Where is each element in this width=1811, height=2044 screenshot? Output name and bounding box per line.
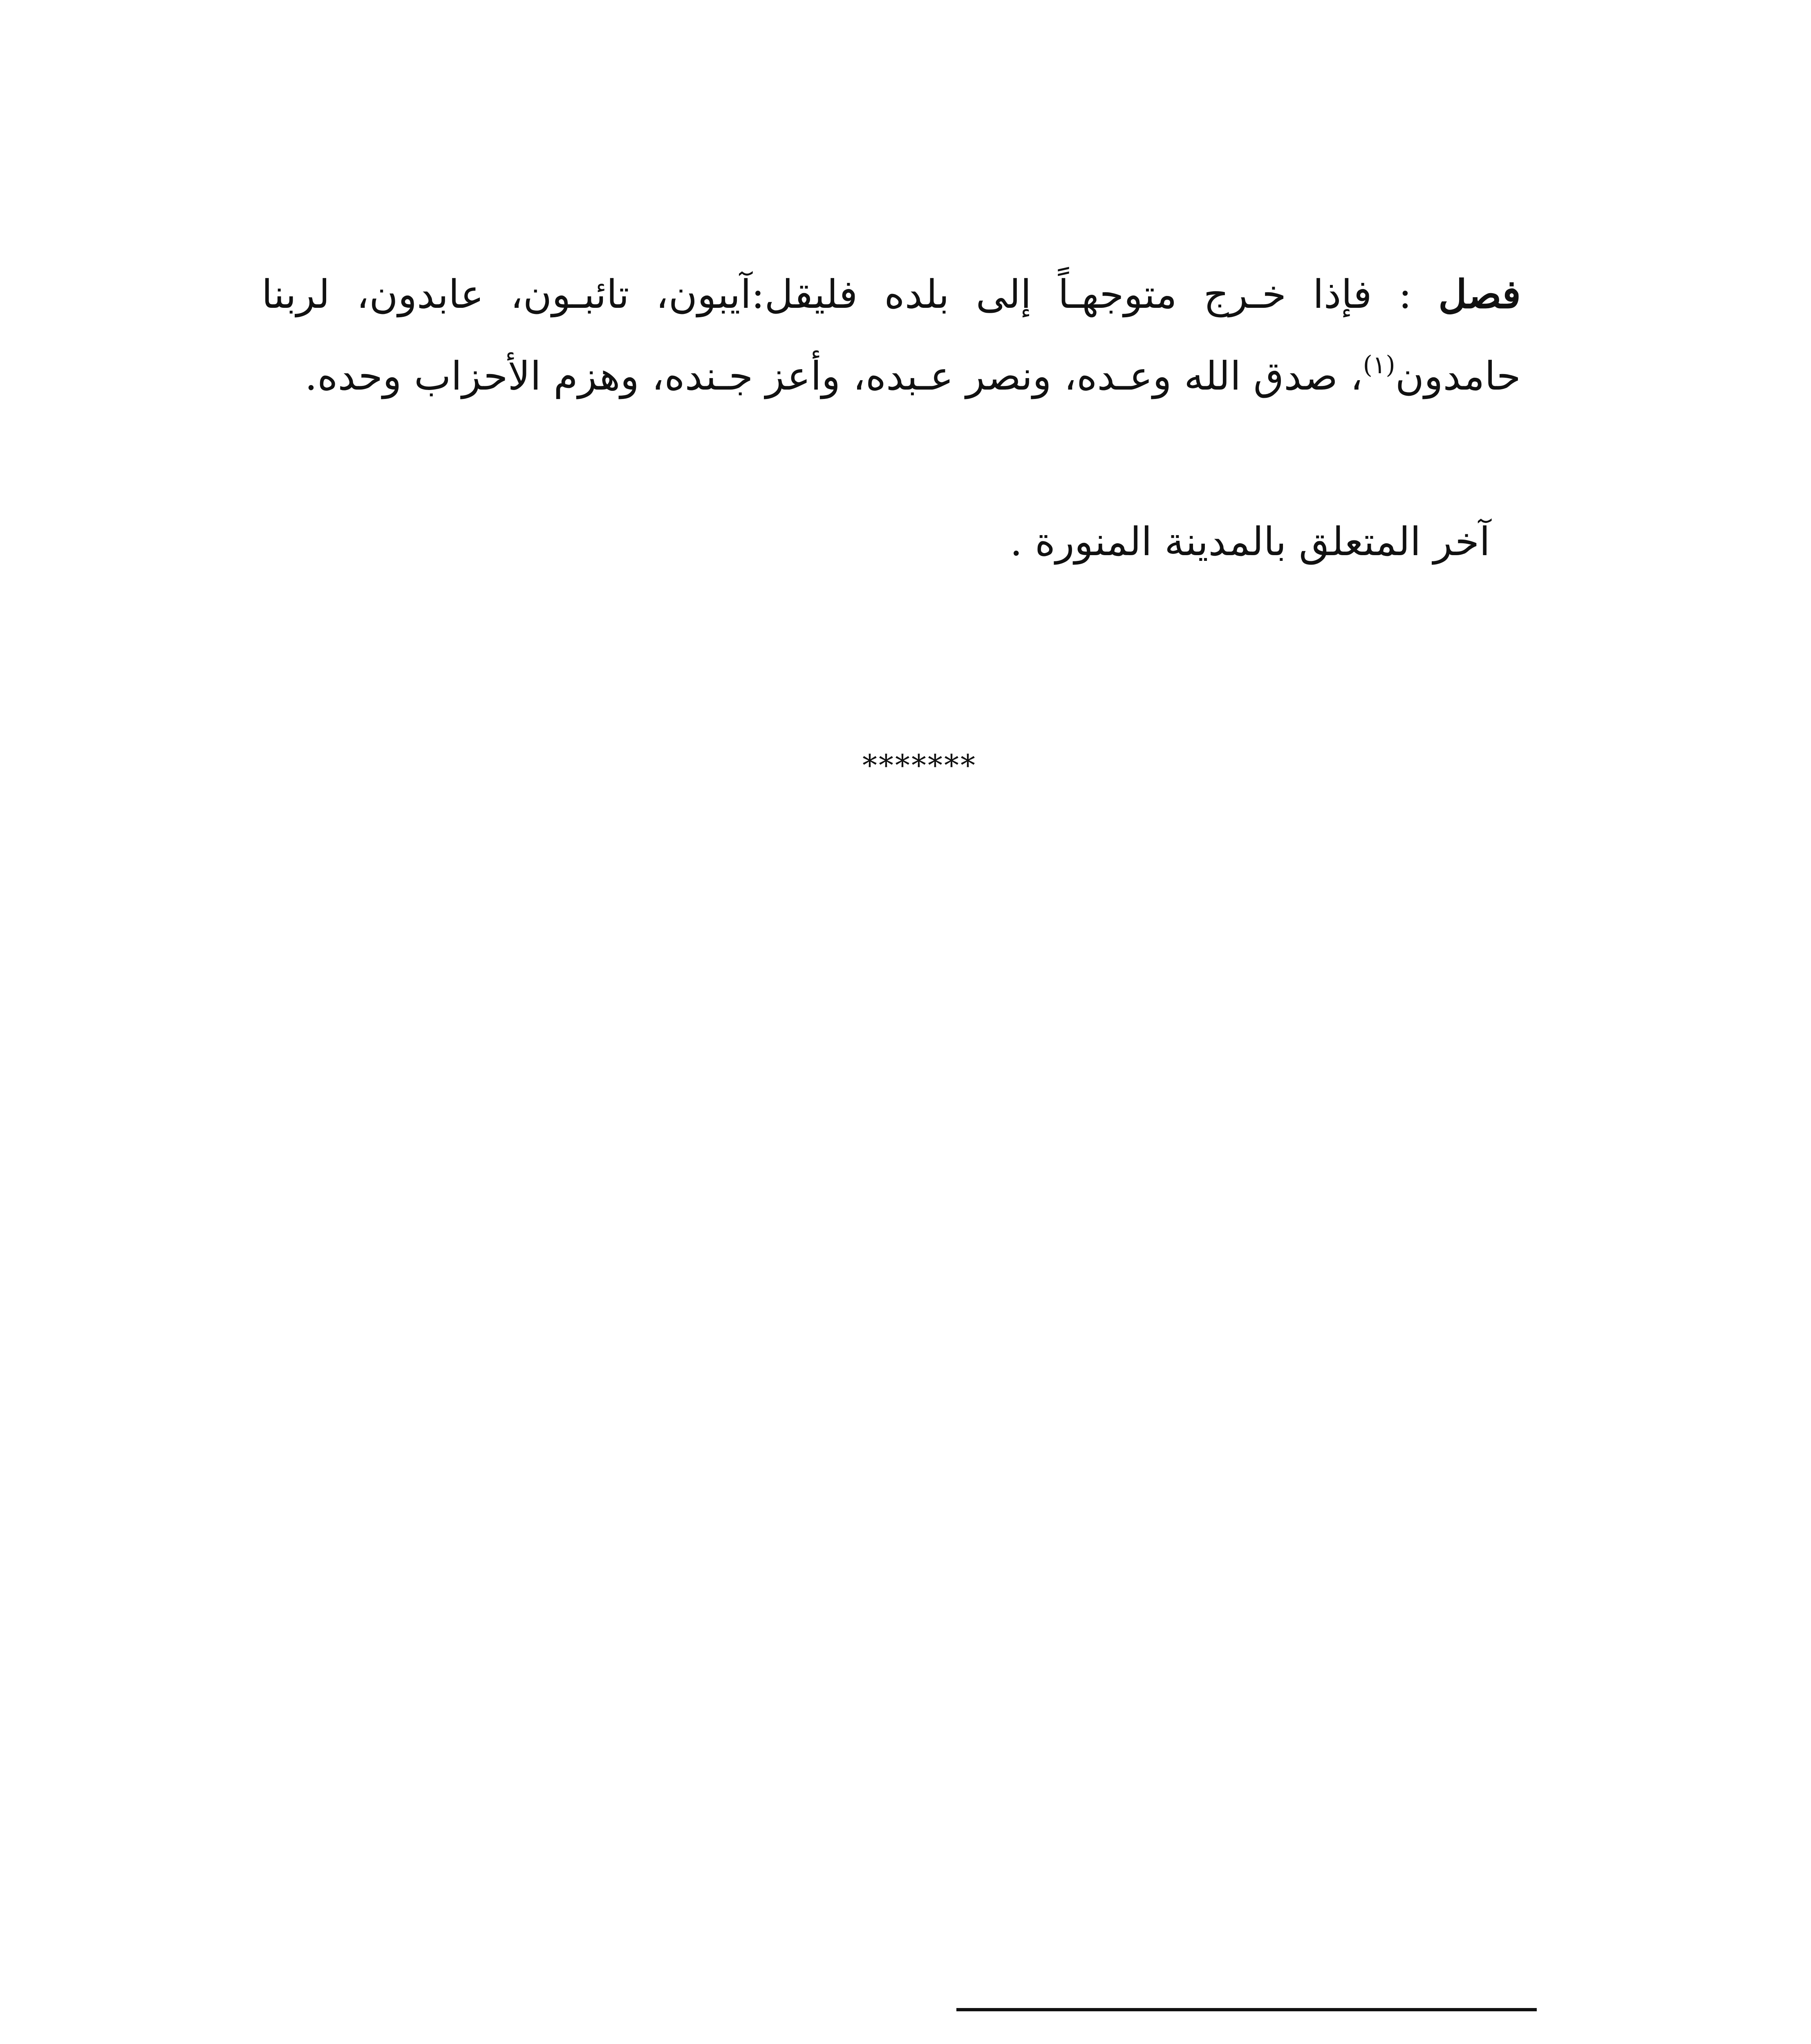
paragraph-text-part1: : فإذا خـرج متوجهـاً إلى بلده فليقل:آيبون، تائبـون، عابدون، لربنا حامدون xyxy=(262,271,1521,399)
footnote-reference[interactable]: (١) xyxy=(1363,351,1395,379)
section-label: فصل xyxy=(1438,271,1521,317)
section-paragraph xyxy=(262,253,1521,417)
closing-line: آخر المتعلق بالمدينة المنورة . xyxy=(1010,519,1490,565)
footnote-divider xyxy=(956,2008,1537,2011)
section-separator: ******* xyxy=(862,748,977,782)
main-paragraph xyxy=(262,253,1521,417)
paragraph-text-part2: ، صدق الله وعـده، ونصر عـبده، وأعز جـنده، وهزم الأحزاب وحده. xyxy=(304,353,1363,399)
